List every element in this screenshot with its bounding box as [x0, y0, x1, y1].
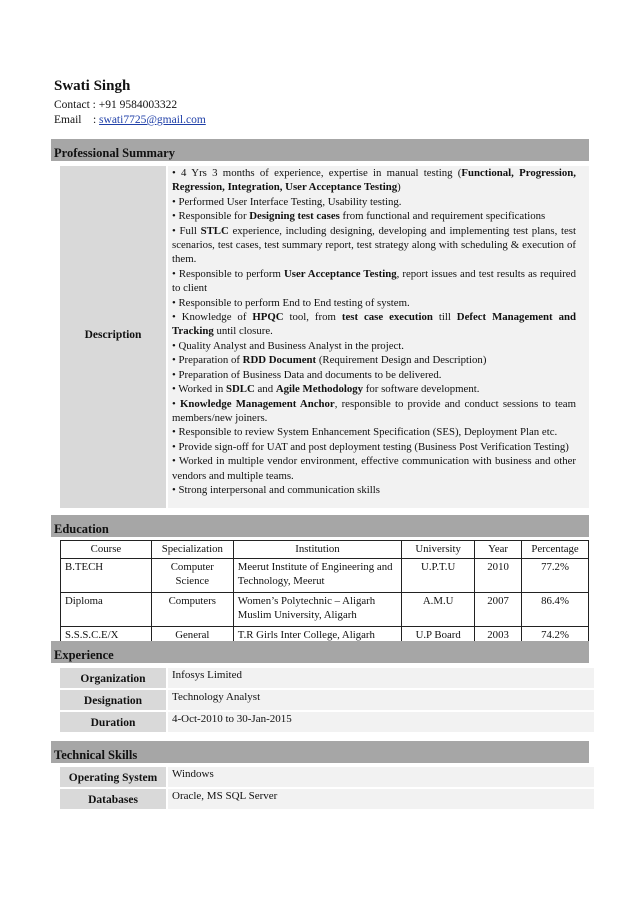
section-heading-technical-skills: Technical Skills [51, 741, 589, 763]
summary-point: • Responsible for Designing test cases from functional and requirement specifications [172, 210, 546, 223]
institution-cell: Women’s Polytechnic – Aligarh Muslim University, Aligarh [233, 593, 401, 627]
designation-value: Technology Analyst [168, 690, 594, 710]
candidate-name: Swati Singh [54, 78, 131, 94]
summary-point: • Performed User Interface Testing, Usability testing. [172, 195, 402, 208]
year-cell: 2007 [475, 593, 522, 627]
summary-point: • Worked in SDLC and Agile Methodology for software development. [172, 383, 480, 396]
specialization-cell: General [151, 627, 233, 644]
description-body [168, 166, 589, 508]
summary-point: • Responsible to perform End to End testing of system. [172, 296, 410, 309]
percentage-cell: 77.2% [522, 559, 589, 593]
organization-value: Infosys Limited [168, 668, 594, 688]
col-header-year: Year [475, 541, 522, 559]
col-header-institution: Institution [233, 541, 401, 559]
col-header-percentage: Percentage [522, 541, 589, 559]
email-link[interactable]: swati7725@gmail.com [99, 114, 206, 126]
institution-cell: T.R Girls Inter College, Aligarh [233, 627, 401, 644]
section-heading-professional-summary: Professional Summary [51, 139, 589, 161]
university-cell: U.P.T.U [402, 559, 475, 593]
specialization-cell: Computers [151, 593, 233, 627]
summary-point: • Provide sign-off for UAT and post deployment testing (Business Post Verification Testing) [172, 440, 569, 453]
databases-value: Oracle, MS SQL Server [168, 789, 594, 809]
summary-point: • Full STLC experience, including designing, developing and implementing test plans, test scenarios, test cases, test summary report, test strategy along with scheduling & execution of them. [172, 224, 576, 266]
summary-point: • Knowledge of HPQC tool, from test case execution till Defect Management and Tracking until closure. [172, 311, 576, 338]
summary-point: • Preparation of Business Data and documents to be delivered. [172, 368, 442, 381]
university-cell: U.P Board [402, 627, 475, 644]
summary-point: • Responsible to perform User Acceptance Testing, report issues and test results as required to client [172, 267, 577, 295]
table-row [61, 593, 589, 627]
education-header-row [61, 541, 589, 559]
email-label: Email : [54, 114, 100, 126]
col-header-specialization: Specialization [151, 541, 233, 559]
year-cell: 2010 [475, 559, 522, 593]
summary-point: • Preparation of RDD Document (Requirement Design and Description) [172, 354, 487, 367]
designation-label: Designation [60, 690, 166, 710]
contact-block [54, 98, 206, 128]
description-label: Description [84, 329, 142, 341]
summary-point: • Worked in multiple vendor environment, effective communication with business and other vendors and multiple teams. [172, 455, 576, 482]
section-heading-education: Education [51, 515, 589, 537]
institution-cell: Meerut Institute of Engineering and Technology, Meerut [233, 559, 401, 593]
percentage-cell: 86.4% [522, 593, 589, 627]
col-header-university: University [402, 541, 475, 559]
contact-email-row [54, 113, 206, 128]
percentage-cell: 74.2% [522, 627, 589, 644]
operating-system-value: Windows [168, 767, 594, 787]
description-text [172, 166, 576, 497]
databases-label: Databases [60, 789, 166, 809]
duration-label: Duration [60, 712, 166, 732]
course-cell: S.S.S.C.E/X [61, 627, 152, 644]
specialization-cell: Computer Science [151, 559, 233, 593]
summary-point: • Quality Analyst and Business Analyst in the project. [172, 339, 404, 352]
summary-point: • Knowledge Management Anchor, responsible to provide and conduct sessions to team members/new joiners. [172, 397, 576, 424]
operating-system-label: Operating System [60, 767, 166, 787]
summary-point: • Responsible to review System Enhancement Specification (SES), Deployment Plan etc. [172, 426, 558, 439]
contact-phone: Contact : +91 9584003322 [54, 99, 178, 111]
year-cell: 2003 [475, 627, 522, 644]
university-cell: A.M.U [402, 593, 475, 627]
section-heading-experience: Experience [51, 641, 589, 663]
col-header-course: Course [61, 541, 152, 559]
summary-point: • 4 Yrs 3 months of experience, expertise in manual testing (Functional, Progression, Regression, Integration, User Acceptance Testing) [172, 167, 577, 194]
table-row [61, 559, 589, 593]
course-cell: Diploma [61, 593, 152, 627]
education-table [60, 540, 589, 644]
course-cell: B.TECH [61, 559, 152, 593]
description-label-cell [60, 166, 166, 508]
organization-label: Organization [60, 668, 166, 688]
summary-point: • Strong interpersonal and communication skills [172, 483, 380, 496]
duration-value: 4-Oct-2010 to 30-Jan-2015 [168, 712, 594, 732]
